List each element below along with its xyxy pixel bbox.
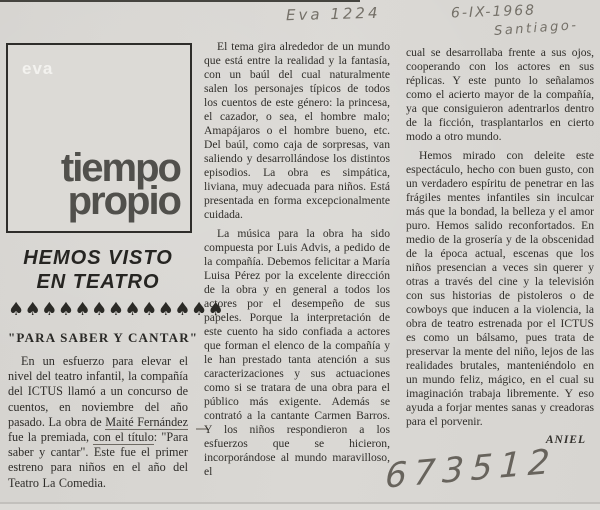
text-segment: : "Para saber y cantar". Este fue el primer estreno para niños en el año del Teatro La Comedia. [8,430,188,490]
article-paragraph: La música para la obra ha sido compuesta por Luis Advis, a pedido de la compañía. Debemos felicitar a María Luisa Pérez por la excelente dirección de la obra y en general a todos los actores por el desempeño de sus papeles. Porque la interpretación de este cuento ha sido confiada a actores que forman el elenco de la compañía y le han prestado tanta atención a sus caracterizaciones y sus actuaciones como si se tratara de una obra para el público más exigente. Además se contrató a la cantante Carmen Barros. Y los niños respondieron a los esfuerzos que se hicieron, incorporándose al mundo maravilloso, el [204,227,390,478]
right-column [406,46,594,446]
handwritten-city: Santiago- [493,18,579,39]
left-column [8,246,225,503]
section-heading [8,246,188,294]
section-heading-line1: HEMOS VISTO [23,247,173,269]
pencil-underlined-text: Maité Fernández [105,414,188,429]
text-segment: En un esfuerzo para elevar el nivel del teatro infantil, la compañía del ICTUS llamó a un concurso de cuentos, en noviembre del año pasado. La obra de [8,354,188,429]
byline: ANIEL [545,434,586,446]
intro-paragraph [8,354,188,491]
pencil-underlined-text: con el título [93,430,154,445]
text-segment: fue la premiada, [8,430,94,445]
section-heading-line2: EN TEATRO [36,271,160,293]
handwritten-archive-number: 673512 [384,441,558,497]
handwritten-publication-ref: Eva 1224 [285,3,381,25]
article-paragraph: El tema gira alrededor de un mundo que está entre la realidad y la fantasía, con un baúl del cual naturalmente salen los personajes típicos de todos los cuentos de este género: la princesa, el cazador, o sea, el hombre malo; Amapájaros o el hombre bueno, etc. Del baúl, como caja de sorpresas, van saliendo y desarrollándose los distintos episodios. La obra es simpática, liviana, muy adecuada para niños. Está presentada en forma excepcionalmente cuidada. [204,40,390,221]
article-paragraph: Hemos mirado con deleite este espectáculo, hecho con buen gusto, con un verdadero espíritu de penetrar en las frágiles mentes infantiles sin inculcar más que la bondad, la belleza y el amor puro. Hemos salido reconfortados. En medio de la grosería y de la obscenidad de la época actual, escenas que los niños presencian a veces sin querer y otras a través del cine y la televisión con sus historias de pistoleros o de cowboys que inducen a la violencia, la obra de teatro estrenada por el ICTUS es como un bálsamo, pues trata de preservar la mente del niño, lejos de las realidades brutales, manteniéndolo en un mundo feliz, mágico, en el cual su imaginación trabaja libremente. Y eso ayuda a forjar mentes sanas y creadoras para el porvenir. [406,149,594,428]
article-title: "PARA SABER Y CANTAR" [8,330,199,345]
spades-divider-ornament: ♠♠♠♠♠♠♠♠♠♠♠♠♠ [8,299,225,320]
eva-magazine-logo: eva [22,59,54,78]
scan-edge-line [0,0,360,2]
masthead-title-line1: tiempo [60,145,180,190]
bottom-strip [0,504,600,510]
column-masthead-title [60,145,180,224]
handwritten-date: 6-IX-1968 [450,2,537,22]
masthead-title-line2: propio [67,179,180,224]
article-paragraph: cual se desarrollaba frente a sus ojos, cooperando con los actores en sus réplicas. Y este punto lo señalamos como el acierto mayor de la compañía, ya que consiguieron adentrarlos dentro de la ficción, trasplantarlos en cierto modo a otro mundo. [406,46,594,143]
middle-column [204,40,390,484]
masthead-box [6,43,192,233]
